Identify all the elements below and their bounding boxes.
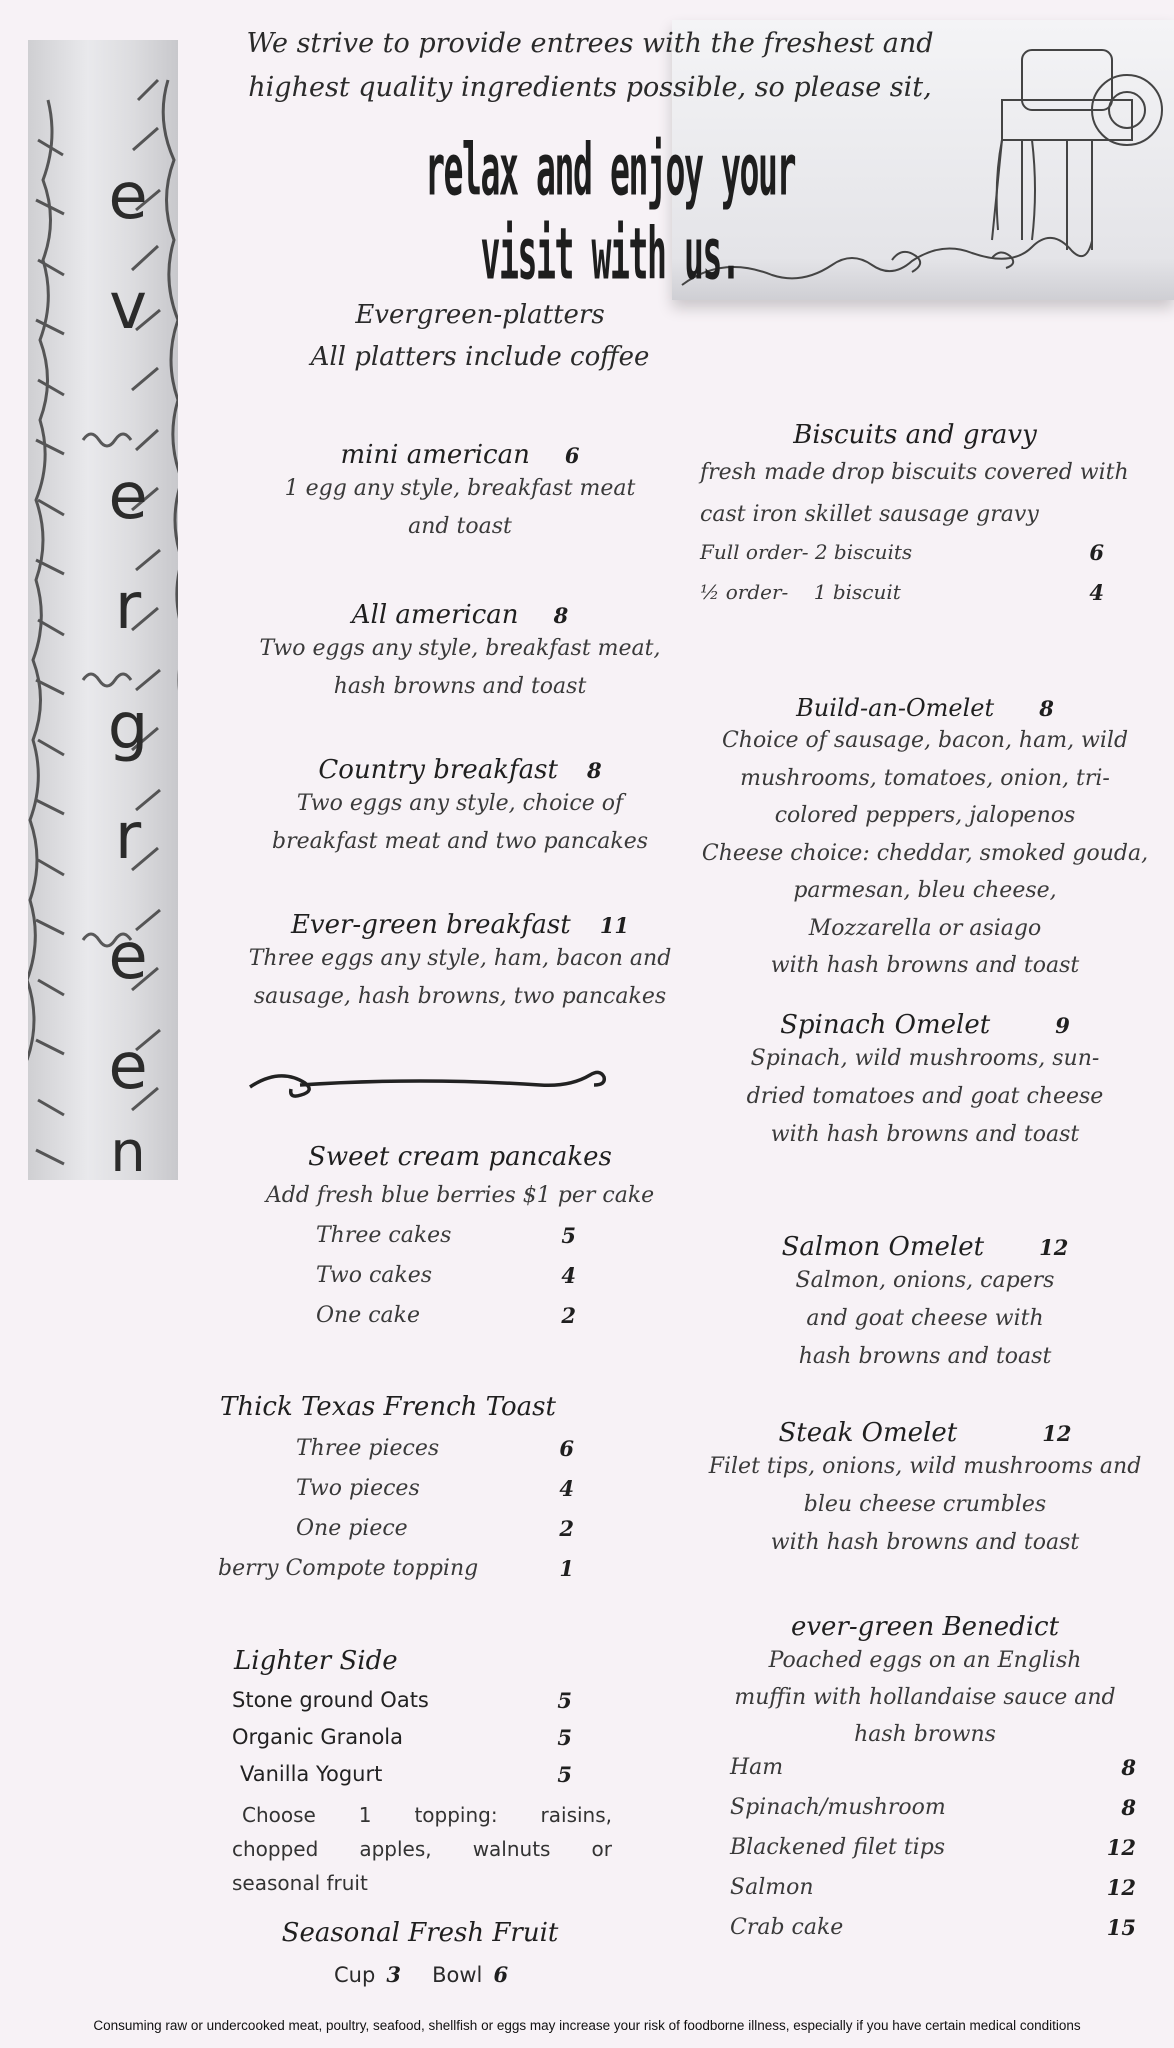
omelet-line: Salmon, onions, capers [795,1268,1055,1293]
row-price: 8 [1121,1795,1136,1820]
pancakes-note: Add fresh blue berries $1 per cake [265,1183,655,1208]
french-toast-price-list [218,1436,574,1596]
steak-omelet-section [690,1418,1160,1562]
omelet-line: Filet tips, onions, wild mushrooms and [708,1454,1142,1479]
row-label: Spinach/mushroom [730,1795,946,1820]
row-label: Two cakes [316,1263,433,1288]
banner-letter: e [108,920,148,994]
cup-price: 3 [386,1962,402,1987]
banner-letter: n [110,1120,146,1180]
banner-letter: v [109,270,147,344]
platter-item-all-american [200,600,720,706]
salmon-omelet-price: 12 [1039,1235,1069,1260]
row-label: Three pieces [296,1436,440,1461]
banner-letter: e [108,1030,148,1104]
french-toast-title: Thick Texas French Toast [220,1392,556,1422]
omelet-line: Mozzarella or asiago [808,915,1042,941]
price-row [700,540,1140,580]
intro-tagline: relax and enjoy your visit with us. [424,128,795,296]
biscuits-title: Biscuits and gravy [793,420,1037,450]
item-description: breakfast meat and two pancakes [272,829,648,854]
spinach-omelet-title: Spinach Omelet [780,1010,991,1040]
benedict-line: Poached eggs on an English [768,1648,1082,1673]
omelet-line: with hash browns and toast [770,1530,1080,1555]
item-price: 8 [586,758,602,783]
omelet-line: parmesan, bleu cheese, [793,878,1057,903]
platter-item-mini-american [200,440,720,546]
platter-item-ever-green-breakfast [200,910,720,1016]
evergreen-banner [28,40,178,1180]
steak-omelet-title: Steak Omelet [778,1418,958,1448]
row-label: Crab cake [730,1915,844,1940]
pancakes-title: Sweet cream pancakes [308,1142,612,1172]
omelet-line: hash browns and toast [798,1344,1052,1369]
spinach-omelet-price: 9 [1055,1013,1070,1038]
item-description: Two eggs any style, choice of [296,791,624,816]
row-price: 6 [559,1436,574,1461]
salmon-omelet-title: Salmon Omelet [781,1232,985,1262]
row-label: One cake [316,1303,421,1328]
benedict-line: hash browns [854,1722,996,1747]
fruit-prices [334,1962,634,1987]
price-row [218,1516,574,1556]
price-row [218,1556,574,1596]
row-label: Salmon [730,1875,814,1900]
salmon-omelet-section [700,1232,1150,1376]
benedict-line: muffin with hollandaise sauce and [734,1685,1116,1710]
price-row [218,1436,574,1476]
steak-omelet-price: 12 [1042,1421,1072,1446]
price-row [218,1476,574,1516]
platters-subtitle: All platters include coffee [310,342,650,372]
item-description: and toast [408,514,512,539]
item-name: Ever-green breakfast [290,910,571,940]
lighter-side-title: Lighter Side [234,1646,398,1676]
benedict-price-list [730,1755,1136,1955]
benedict-section [700,1612,1150,1955]
item-description: 1 egg any style, breakfast meat [284,476,636,501]
row-label: Blackened filet tips [730,1835,946,1860]
topping-line: seasonal fruit [232,1871,368,1895]
item-price: 11 [599,913,630,938]
omelet-line: Choice of sausage, bacon, ham, wild [721,728,1129,753]
price-row [700,580,1140,620]
row-label: Stone ground Oats [232,1688,429,1712]
topping-line: Choose 1 topping: raisins, [242,1803,612,1827]
row-price: 15 [1106,1915,1136,1940]
row-label: Full order- 2 biscuits [700,540,913,564]
build-omelet-title: Build-an-Omelet [796,694,995,722]
benedict-title: ever-green Benedict [790,1612,1060,1642]
platter-item-country-breakfast [200,755,720,861]
item-description: sausage, hash browns, two pancakes [253,984,667,1009]
platters-title: Evergreen-platters [355,300,605,330]
row-price: 8 [1121,1755,1136,1780]
row-price: 5 [557,1762,572,1787]
food-safety-disclaimer: Consuming raw or undercooked meat, poultry, seafood, shellfish or eggs may increase your risk of foodborne illness, especially if you have certain medical conditions [93,2018,1081,2033]
row-price: 4 [559,1476,574,1501]
price-row [232,1762,572,1799]
row-label: Organic Granola [232,1725,403,1749]
banner-letter: r [114,570,142,644]
price-row [730,1915,1136,1955]
bowl-price: 6 [493,1962,509,1987]
row-price: 2 [561,1303,576,1328]
omelet-line: bleu cheese crumbles [803,1492,1047,1517]
row-label: Ham [730,1755,784,1780]
pancakes-price-list [316,1223,576,1343]
item-price: 6 [564,443,580,468]
banner-letter: e [108,460,148,534]
omelet-line: mushrooms, tomatoes, onion, tri- [740,765,1110,791]
row-label: ½ order- 1 biscuit [700,580,901,604]
omelet-line: Cheese choice: cheddar, smoked gouda, [701,840,1149,866]
row-price: 4 [561,1263,576,1288]
row-label: One piece [296,1516,408,1541]
price-row [232,1688,572,1725]
omelet-line: with hash browns and toast [770,1122,1080,1147]
row-price: 12 [1106,1875,1136,1900]
omelet-line: Spinach, wild mushrooms, sun- [750,1046,1100,1071]
bowl-label: Bowl [432,1963,483,1987]
biscuits-desc: fresh made drop biscuits covered with [700,460,1129,485]
row-price: 5 [557,1725,572,1750]
fruit-title: Seasonal Fresh Fruit [281,1918,559,1948]
item-description: hash browns and toast [333,674,587,699]
row-price: 4 [1089,580,1104,605]
omelet-line: with hash browns and toast [770,953,1080,978]
price-row [316,1223,576,1263]
row-price: 5 [561,1223,576,1248]
row-price: 6 [1089,540,1104,565]
row-label: Two pieces [296,1476,420,1501]
lighter-side-price-list [232,1688,572,1799]
item-description: Three eggs any style, ham, bacon and [248,946,672,971]
row-price: 2 [559,1516,574,1541]
price-row [730,1835,1136,1875]
item-description: Two eggs any style, breakfast meat, [259,636,661,661]
build-omelet-section [690,694,1160,985]
banner-letter: e [108,160,148,234]
build-omelet-price: 8 [1039,696,1054,721]
item-name: mini american [340,440,530,470]
swash-divider-icon [240,1065,620,1105]
omelet-line: and goat cheese with [806,1306,1044,1331]
omelet-line: colored peppers, jalopenos [774,803,1076,828]
biscuits-section [700,420,1140,620]
price-row [316,1263,576,1303]
banner-letter: r [114,800,142,874]
item-price: 8 [553,603,569,628]
row-label: Vanilla Yogurt [240,1762,383,1786]
biscuits-desc: cast iron skillet sausage gravy [700,502,1039,527]
price-row [730,1795,1136,1835]
price-row [232,1725,572,1762]
row-price: 5 [557,1688,572,1713]
intro-line-2: highest quality ingredients possible, so please sit, [248,72,932,103]
topping-note [232,1798,612,1900]
price-row [730,1875,1136,1915]
row-price: 1 [559,1556,574,1581]
price-row [730,1755,1136,1795]
item-name: Country breakfast [318,755,558,785]
row-label: Three cakes [316,1223,452,1248]
topping-line: chopped apples, walnuts or [232,1837,612,1861]
omelet-line: dried tomatoes and goat cheese [746,1084,1104,1109]
banner-letter: g [107,690,149,764]
intro-line-1: We strive to provide entrees with the freshest and [246,28,934,59]
spinach-omelet-section [700,1010,1150,1154]
item-name: All american [351,600,519,630]
row-label: berry Compote topping [218,1556,479,1581]
price-row [316,1303,576,1343]
row-price: 12 [1106,1835,1136,1860]
cup-label: Cup [334,1963,376,1987]
